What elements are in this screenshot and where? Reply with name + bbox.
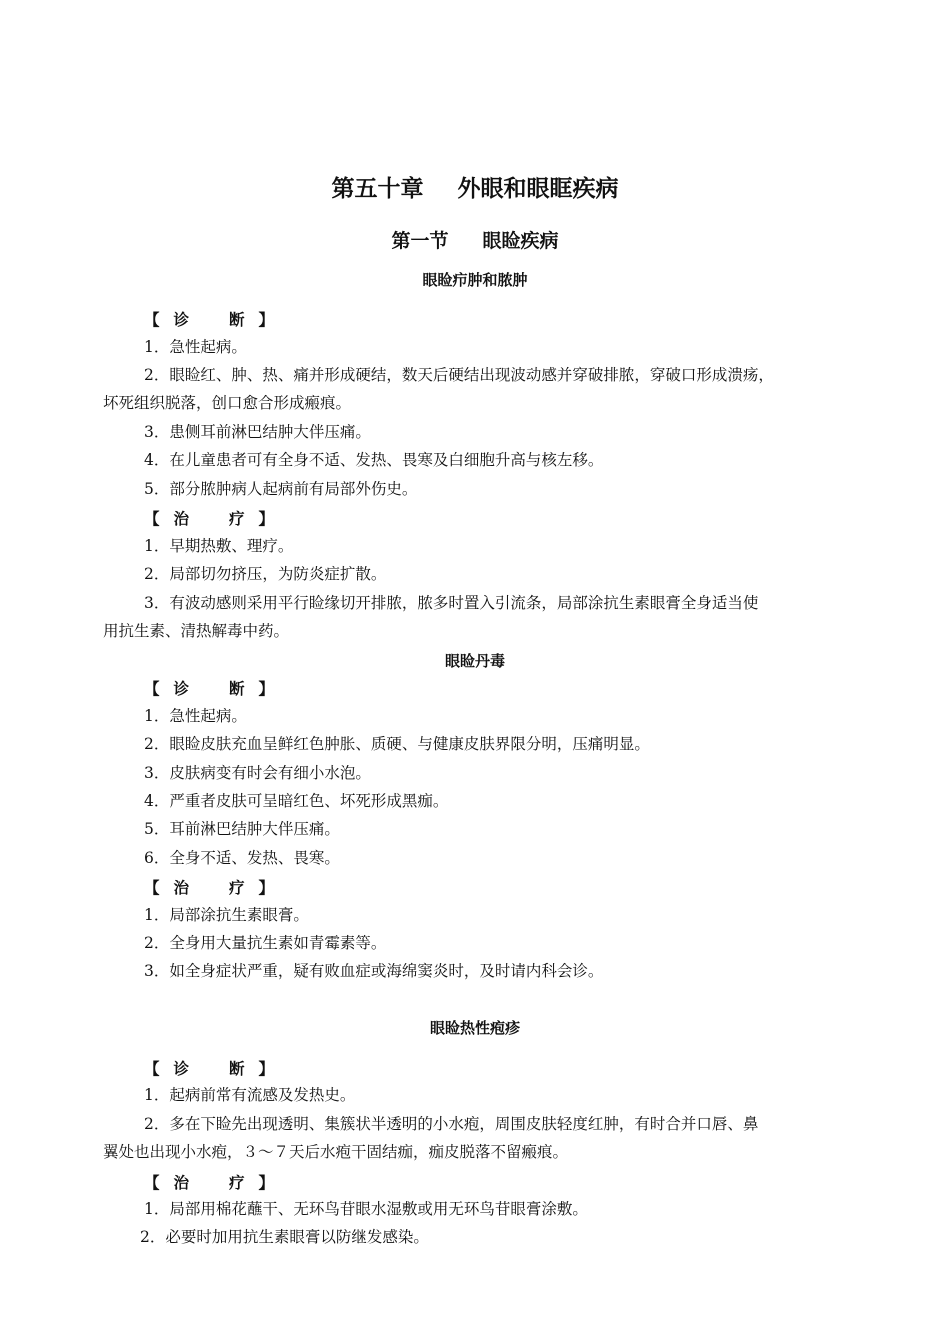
list-item: 4．在儿童患者可有全身不适、发热、畏寒及白细胞升高与核左移。: [144, 451, 604, 469]
list-item: 1．急性起病。: [144, 338, 247, 356]
list-item: 3．患侧耳前淋巴结肿大伴压痛。: [144, 423, 371, 441]
list-item-continuation: 用抗生素、清热解毒中药。: [103, 622, 290, 640]
list-item: 1．早期热敷、理疗。: [144, 537, 294, 555]
chapter-name: 外眼和眼眶疾病: [457, 176, 619, 202]
list-item: 2．多在下睑先出现透明、集簇状半透明的小水疱，周围皮肤轻度红肿，有时合并口唇、鼻: [144, 1115, 759, 1133]
list-item-continuation: 坏死组织脱落，创口愈合形成瘢痕。: [103, 394, 352, 412]
chapter-title: [0, 170, 950, 203]
list-item: 3．有波动感则采用平行睑缘切开排脓，脓多时置入引流条，局部涂抗生素眼膏全身适当使: [144, 594, 759, 612]
diagnosis-heading: 【 诊 断 】: [144, 680, 275, 698]
list-item-continuation: 翼处也出现小水疱，３～７天后水疱干固结痂，痂皮脱落不留瘢痕。: [103, 1143, 569, 1161]
list-item: 2．必要时加用抗生素眼膏以防继发感染。: [140, 1228, 429, 1246]
list-item: 2．眼睑皮肤充血呈鲜红色肿胀、质硬、与健康皮肤界限分明，压痛明显。: [144, 735, 650, 753]
diagnosis-heading: 【 诊 断 】: [144, 1060, 275, 1078]
topic-title: 眼睑丹毒: [444, 652, 505, 670]
list-item: 1．急性起病。: [144, 707, 247, 725]
list-item: 1．局部涂抗生素眼膏。: [144, 906, 309, 924]
topic-title: 眼睑疖肿和脓肿: [422, 271, 528, 289]
section-name: 眼睑疾病: [482, 230, 559, 252]
list-item: 5．部分脓肿病人起病前有局部外伤史。: [144, 480, 418, 498]
list-item: 6．全身不适、发热、畏寒。: [144, 849, 340, 867]
treatment-heading: 【 治 疗 】: [144, 879, 275, 897]
diagnosis-heading: 【 诊 断 】: [144, 311, 275, 329]
list-item: 5．耳前淋巴结肿大伴压痛。: [144, 820, 340, 838]
treatment-heading: 【 治 疗 】: [144, 510, 275, 528]
list-item: 3．皮肤病变有时会有细小水泡。: [144, 764, 371, 782]
treatment-heading: 【 治 疗 】: [144, 1174, 275, 1192]
list-item: 2．眼睑红、肿、热、痛并形成硬结，数天后硬结出现波动感并穿破排脓，穿破口形成溃疡，: [144, 366, 774, 384]
list-item: 1．局部用棉花蘸干、无环鸟苷眼水湿敷或用无环鸟苷眼膏涂敷。: [144, 1200, 588, 1218]
list-item: 1．起病前常有流感及发热史。: [144, 1086, 356, 1104]
section-number: 第一节: [391, 230, 449, 252]
chapter-number: 第五十章: [331, 176, 424, 202]
section-title: [0, 226, 950, 253]
topic-title: 眼睑热性疱疹: [429, 1019, 520, 1037]
list-item: 4．严重者皮肤可呈暗红色、坏死形成黑痂。: [144, 792, 449, 810]
list-item: 2．局部切勿挤压，为防炎症扩散。: [144, 565, 387, 583]
list-item: 2．全身用大量抗生素如青霉素等。: [144, 934, 387, 952]
list-item: 3．如全身症状严重，疑有败血症或海绵窦炎时，及时请内科会诊。: [144, 962, 604, 980]
